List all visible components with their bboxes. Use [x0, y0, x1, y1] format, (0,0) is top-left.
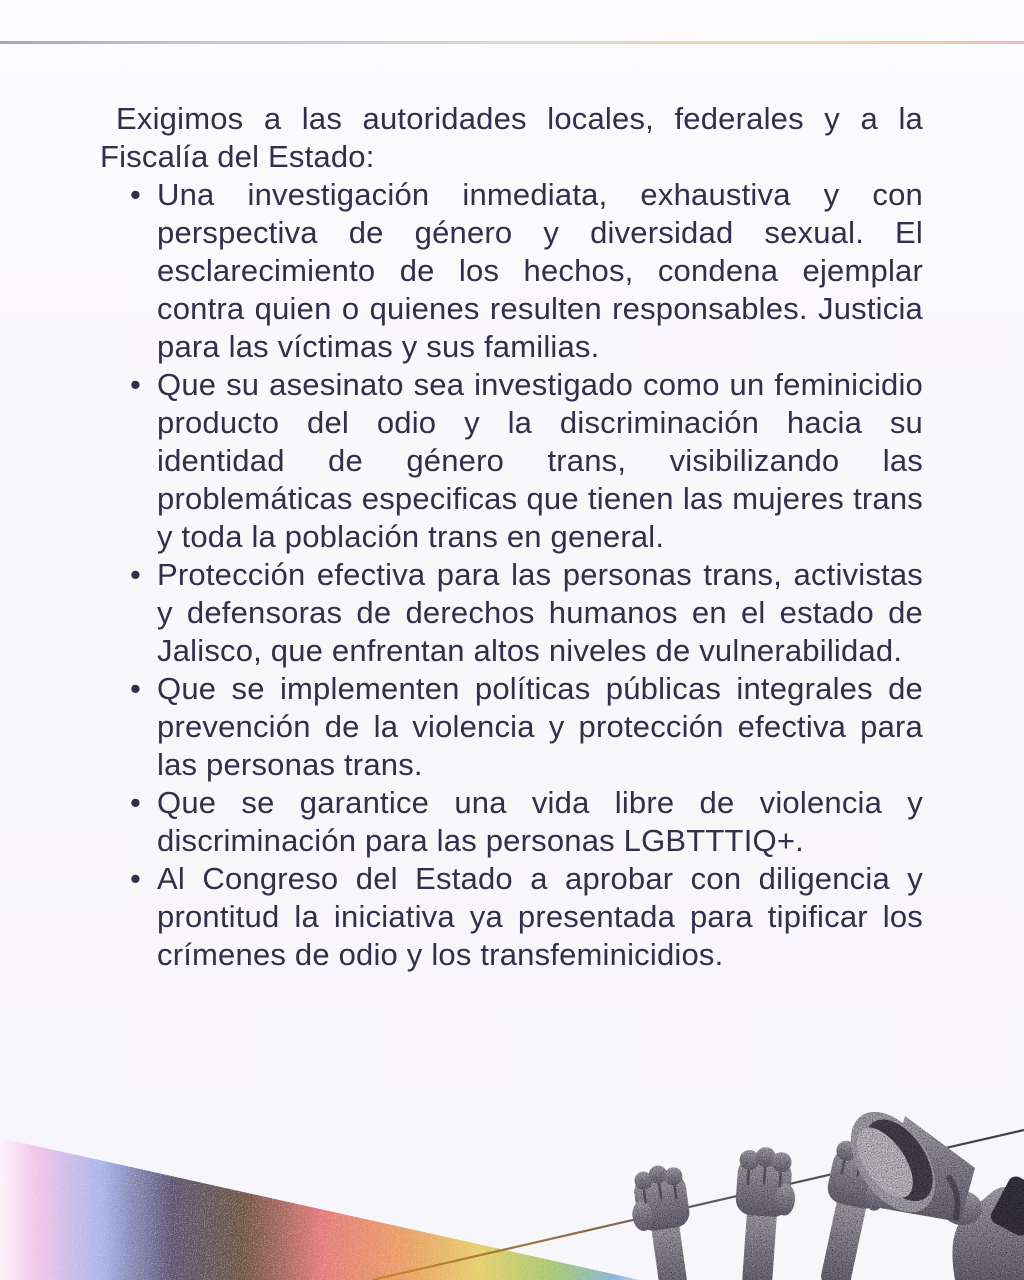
bottom-decoration	[0, 1080, 1024, 1280]
demand-text: Que su asesinato sea investigado como un feminicidio producto del odio y la discriminación hacia su identidad de género trans, visibilizando las problemáticas especificas que tienen las mujeres trans y toda la población trans en general.	[157, 367, 923, 554]
bullet-dot: •	[130, 557, 142, 592]
top-divider-line	[0, 41, 1024, 44]
demand-text: Una investigación inmediata, exhaustiva y con perspectiva de género y diversidad sexual. El esclarecimiento de los hechos, condena ejemplar contra quien o quienes resulten responsables. Justicia para las víctimas y sus familias.	[157, 177, 923, 364]
demand-text: Que se implementen políticas públicas integrales de prevención de la violencia y protección efectiva para las personas trans.	[157, 671, 923, 782]
bullet-dot: •	[130, 671, 142, 706]
intro-paragraph: Exigimos a las autoridades locales, federales y a la Fiscalía del Estado:	[100, 101, 923, 174]
list-item	[100, 670, 923, 784]
list-item	[100, 784, 923, 860]
bullet-dot: •	[130, 861, 142, 896]
raised-fist-icon	[730, 1145, 799, 1280]
list-item	[100, 366, 923, 556]
raised-fist-icon	[626, 1162, 700, 1280]
rainbow-stripe	[0, 1138, 640, 1280]
bullet-dot: •	[130, 785, 142, 820]
demands-list	[100, 176, 923, 974]
statement-body	[100, 100, 923, 974]
demand-text: Protección efectiva para las personas trans, activistas y defensoras de derechos humanos en el estado de Jalisco, que enfrentan altos niveles de vulnerabilidad.	[157, 557, 923, 668]
list-item	[100, 860, 923, 974]
bullet-dot: •	[130, 367, 142, 402]
list-item	[100, 176, 923, 366]
raised-fists-megaphone-art	[626, 1097, 1024, 1280]
list-item	[100, 556, 923, 670]
demand-text: Que se garantice una vida libre de violencia y discriminación para las personas LGBTTTIQ+.	[157, 785, 923, 858]
demand-text: Al Congreso del Estado a aprobar con diligencia y prontitud la iniciativa ya presentada para tipificar los crímenes de odio y los transfeminicidios.	[157, 861, 923, 972]
bullet-dot: •	[130, 177, 142, 212]
